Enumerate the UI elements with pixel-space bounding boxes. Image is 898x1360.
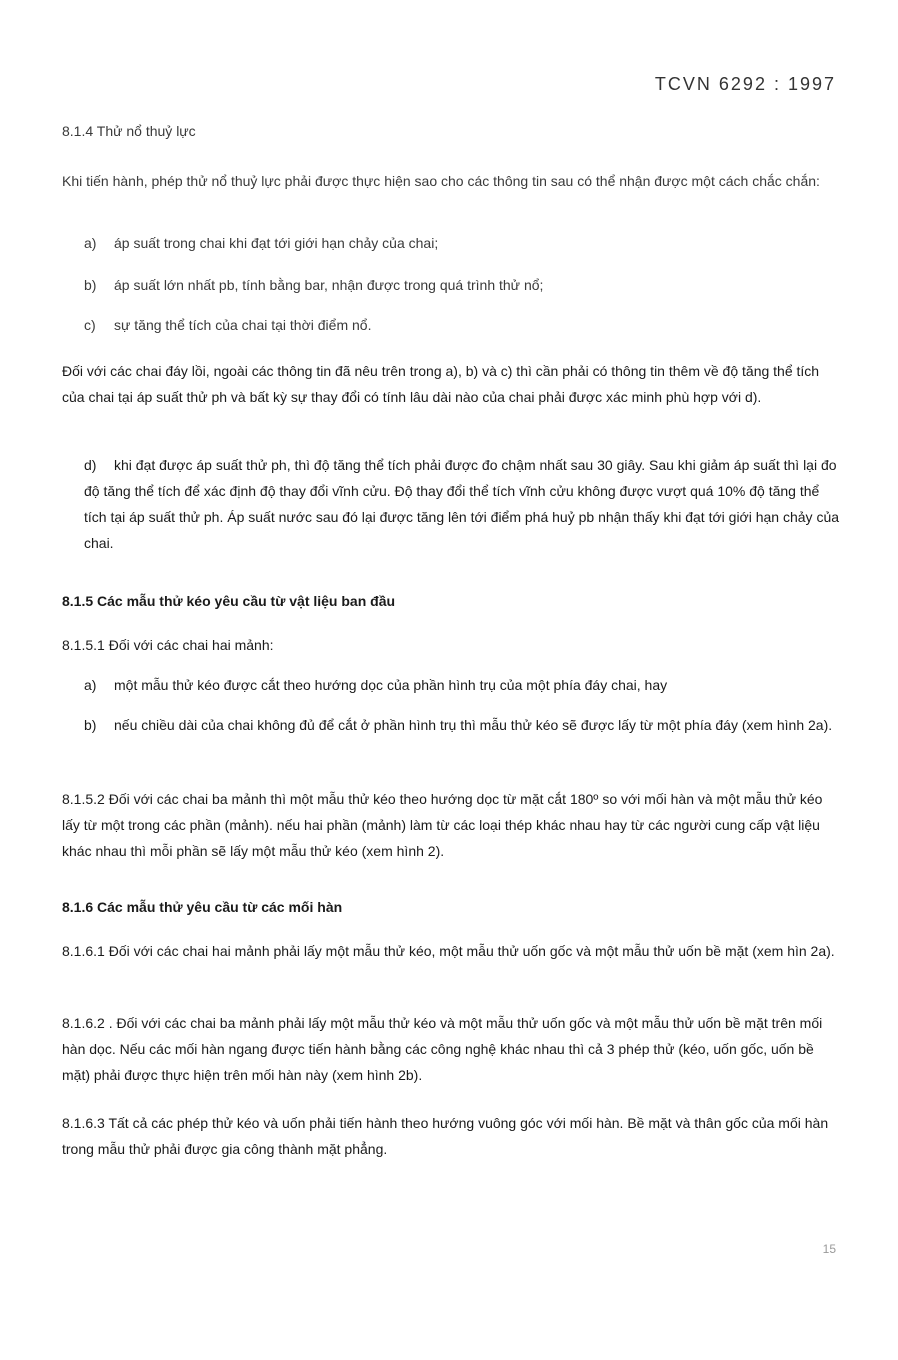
list-item (84, 230, 842, 256)
section-8-1-5-heading: 8.1.5 Các mẫu thử kéo yêu cầu từ vật liệu ban đầu (62, 593, 396, 609)
section-8-1-6-1: 8.1.6.1 Đối với các chai hai mảnh phải lấy một mẫu thử kéo, một mẫu thử uốn gốc và một mẫu thử uốn bề mặt (xem hìn 2a). (62, 943, 835, 959)
section-8-1-5-2: 8.1.5.2 Đối với các chai ba mảnh thì một mẫu thử kéo theo hướng dọc từ mặt cắt 180º so với mối hàn và một mẫu thử kéo lấy từ một trong các phần (mảnh). nếu hai phần (mảnh) làm từ các loại thép khác nhau hay từ các người cung cấp vật liệu khác nhau thì mỗi phần sẽ lấy một mẫu thử kéo (xem hình 2). (62, 791, 823, 859)
section-8-1-6-3: 8.1.6.3 Tất cả các phép thử kéo và uốn phải tiến hành theo hướng vuông góc với mối hàn. Bề mặt và thân gốc của mối hàn trong mẫu thử phải được gia công thành mặt phẳng. (62, 1115, 829, 1157)
list-item-label: a) (84, 677, 97, 693)
list-item-label: d) (84, 457, 97, 473)
section-8-1-4-paragraph: Đối với các chai đáy lồi, ngoài các thông tin đã nêu trên trong a), b) và c) thì cần phải có thông tin thêm về độ tăng thể tích của chai tại áp suất thử ph và bất kỳ sự thay đổi có tính lâu dài nào của chai phải được xác minh phù hợp với d). (62, 363, 820, 405)
section-8-1-4-intro: Khi tiến hành, phép thử nổ thuỷ lực phải được thực hiện sao cho các thông tin sau có thể nhận được một cách chắc chắn: (62, 173, 820, 189)
list-item-d (84, 452, 842, 556)
list-item (84, 272, 842, 298)
list-item-text: nếu chiều dài của chai không đủ để cắt ở phần hình trụ thì mẫu thử kéo sẽ được lấy từ một phía đáy (xem hình 2a). (114, 717, 833, 733)
list-item-label: c) (84, 317, 96, 333)
list-item (84, 312, 842, 338)
list-item-text: áp suất lớn nhất pb, tính bằng bar, nhận được trong quá trình thử nổ; (114, 277, 544, 293)
section-8-1-6-2: 8.1.6.2 . Đối với các chai ba mảnh phải lấy một mẫu thử kéo và một mẫu thử uốn gốc và một mẫu thử uốn bề mặt trên mối hàn dọc. Nếu các mối hàn ngang được tiến hành bằng các công nghệ khác nhau thì cả 3 phép thử (kéo, uốn gốc, uốn bề mặt) phải được thực hiện trên mối hàn này (xem hình 2b). (62, 1015, 823, 1083)
page-number: 15 (822, 1242, 836, 1256)
section-8-1-6-heading: 8.1.6 Các mẫu thử yêu cầu từ các mối hàn (62, 899, 343, 915)
list-item-label: b) (84, 277, 97, 293)
list-item-text: một mẫu thử kéo được cắt theo hướng dọc của phần hình trụ của một phía đáy chai, hay (114, 677, 668, 693)
list-item-text: áp suất trong chai khi đạt tới giới hạn chảy của chai; (114, 235, 439, 251)
standard-code: TCVN 6292 : 1997 (654, 74, 836, 94)
list-item (84, 672, 842, 698)
list-item (84, 712, 842, 738)
list-item-text: khi đạt được áp suất thử ph, thì độ tăng thể tích phải được đo chậm nhất sau 30 giây. Sau khi giảm áp suất thì lại đo độ tăng thể tích để xác định độ thay đổi vĩnh cửu. Độ thay đổi thể tích vĩnh cửu không được vượt quá 10% độ tăng thể tích tại áp suất thử ph. Áp suất nước sau đó lại được tăng lên tới điểm phá huỷ pb nhận thấy khi đạt tới giới hạn chảy của chai. (84, 457, 840, 551)
list-item-text: sự tăng thể tích của chai tại thời điểm nổ. (114, 317, 372, 333)
list-item-label: a) (84, 235, 97, 251)
section-8-1-4-heading: 8.1.4 Thử nổ thuỷ lực (62, 123, 196, 139)
list-item-label: b) (84, 717, 97, 733)
section-8-1-5-1: 8.1.5.1 Đối với các chai hai mảnh: (62, 637, 274, 653)
